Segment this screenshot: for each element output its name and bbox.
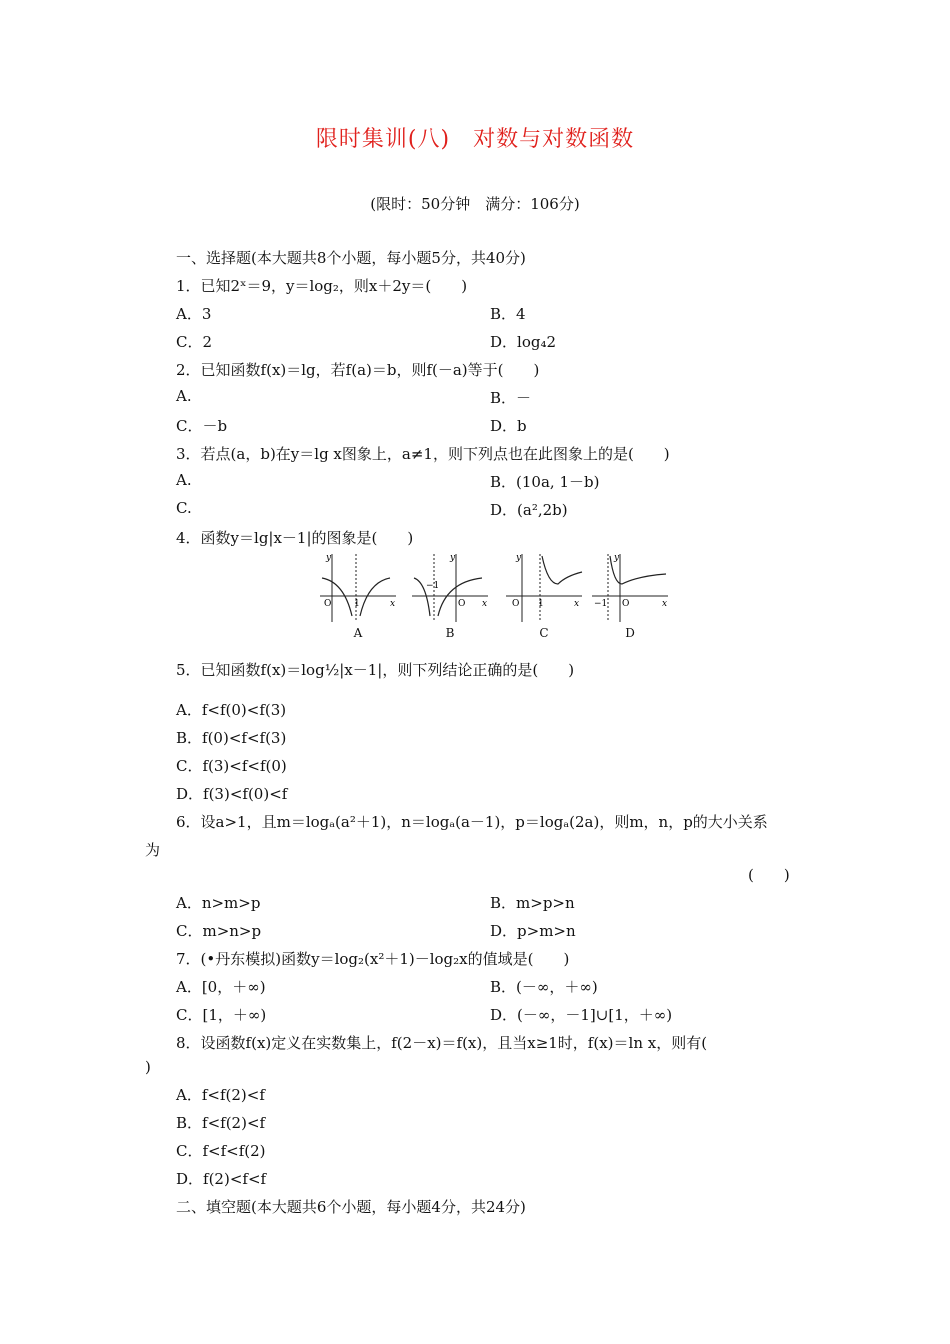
graph-label: D xyxy=(625,626,635,640)
option-c: C．f<f<f(2) xyxy=(176,1142,266,1160)
question-8: 8．设函数f(x)定义在实数集上，f(2－x)＝f(x)，且当x≥1时，f(x)＝ln x，则有( xyxy=(176,1034,708,1052)
graph-label: B xyxy=(445,626,455,640)
option-c: C．[1，＋∞) xyxy=(176,1006,267,1024)
page-title: 限时集训(八) 对数与对数函数 xyxy=(315,127,635,152)
option-c: C．－b xyxy=(176,417,228,435)
question-6-cont: 为 xyxy=(145,841,161,859)
option-b: B．－ xyxy=(490,389,532,407)
option-a: A．3 xyxy=(176,305,212,323)
svg-text:O: O xyxy=(324,599,332,609)
option-a: A．f<f(2)<f xyxy=(176,1086,265,1104)
page-subtitle: (限时：50分钟 满分：106分) xyxy=(370,195,580,213)
section-heading: 一、选择题(本大题共8个小题，每小题5分，共40分) xyxy=(176,249,526,267)
section-heading: 二、填空题(本大题共6个小题，每小题4分，共24分) xyxy=(176,1198,526,1216)
svg-text:x: x xyxy=(574,599,580,609)
svg-text:−1: −1 xyxy=(426,581,440,591)
svg-text:y: y xyxy=(450,553,456,563)
graph-b xyxy=(410,548,490,640)
option-a: A．[0，＋∞) xyxy=(176,978,266,996)
option-b: B．(－∞，＋∞) xyxy=(490,978,598,996)
svg-text:O: O xyxy=(512,599,520,609)
graph-label: C xyxy=(539,626,549,640)
question-6: 6．设a>1，且m＝logₐ(a²＋1)，n＝logₐ(a－1)，p＝logₐ(2a)，则m，n，p的大小关系 xyxy=(176,813,768,831)
option-d: D．p>m>n xyxy=(490,922,576,940)
question-8-cont: ) xyxy=(145,1058,151,1076)
graph-a xyxy=(318,548,398,640)
svg-text:O: O xyxy=(458,599,466,609)
option-d: D．f(3)<f(0)<f xyxy=(176,785,288,803)
graph-d xyxy=(590,548,670,640)
svg-text:y: y xyxy=(614,553,620,563)
svg-text:y: y xyxy=(326,553,332,563)
graph-options xyxy=(318,548,678,640)
question-7: 7．(•丹东模拟)函数y＝log₂(x²＋1)－log₂x的值域是( ) xyxy=(176,950,570,968)
svg-text:x: x xyxy=(662,599,668,609)
option-d: D．log₄2 xyxy=(490,333,557,351)
option-c: C．m>n>p xyxy=(176,922,262,940)
option-c: C．f(3)<f<f(0) xyxy=(176,757,287,775)
svg-text:−1: −1 xyxy=(594,599,608,609)
graph-label: A xyxy=(353,626,363,640)
question-5: 5．已知函数f(x)＝log½|x－1|，则下列结论正确的是( ) xyxy=(176,661,575,679)
option-b: B．f(0)<f<f(3) xyxy=(176,729,287,747)
option-c: C．2 xyxy=(176,333,213,351)
option-a: A．f<f(0)<f(3) xyxy=(176,701,287,719)
svg-text:1: 1 xyxy=(354,599,360,609)
question-2: 2．已知函数f(x)＝lg，若f(a)＝b，则f(－a)等于( ) xyxy=(176,361,540,379)
svg-text:1: 1 xyxy=(538,599,544,609)
option-b: B．f<f(2)<f xyxy=(176,1114,266,1132)
option-d: D．b xyxy=(490,417,527,435)
question-3: 3．若点(a，b)在y＝lg x图象上，a≠1，则下列点也在此图象上的是( ) xyxy=(176,445,670,463)
option-d: D．(a²,2b) xyxy=(490,501,568,519)
option-a: A. xyxy=(176,471,192,489)
option-d: D．(－∞，－1]∪[1，＋∞) xyxy=(490,1006,673,1024)
option-d: D．f(2)<f<f xyxy=(176,1170,267,1188)
svg-text:x: x xyxy=(390,599,396,609)
option-a: A. xyxy=(176,387,192,405)
option-a: A．n>m>p xyxy=(176,894,261,912)
option-b: B．(10a, 1－b) xyxy=(490,473,600,491)
question-4: 4．函数y＝lg|x－1|的图象是( ) xyxy=(176,529,414,547)
answer-paren: ( ) xyxy=(748,866,790,884)
graph-c xyxy=(504,548,584,640)
question-1: 1．已知2ˣ＝9，y＝log₂，则x＋2y＝( ) xyxy=(176,277,468,295)
option-b: B．m>p>n xyxy=(490,894,575,912)
option-c: C. xyxy=(176,499,192,517)
option-b: B．4 xyxy=(490,305,526,323)
svg-text:y: y xyxy=(516,553,522,563)
svg-text:x: x xyxy=(482,599,488,609)
svg-text:O: O xyxy=(622,599,630,609)
